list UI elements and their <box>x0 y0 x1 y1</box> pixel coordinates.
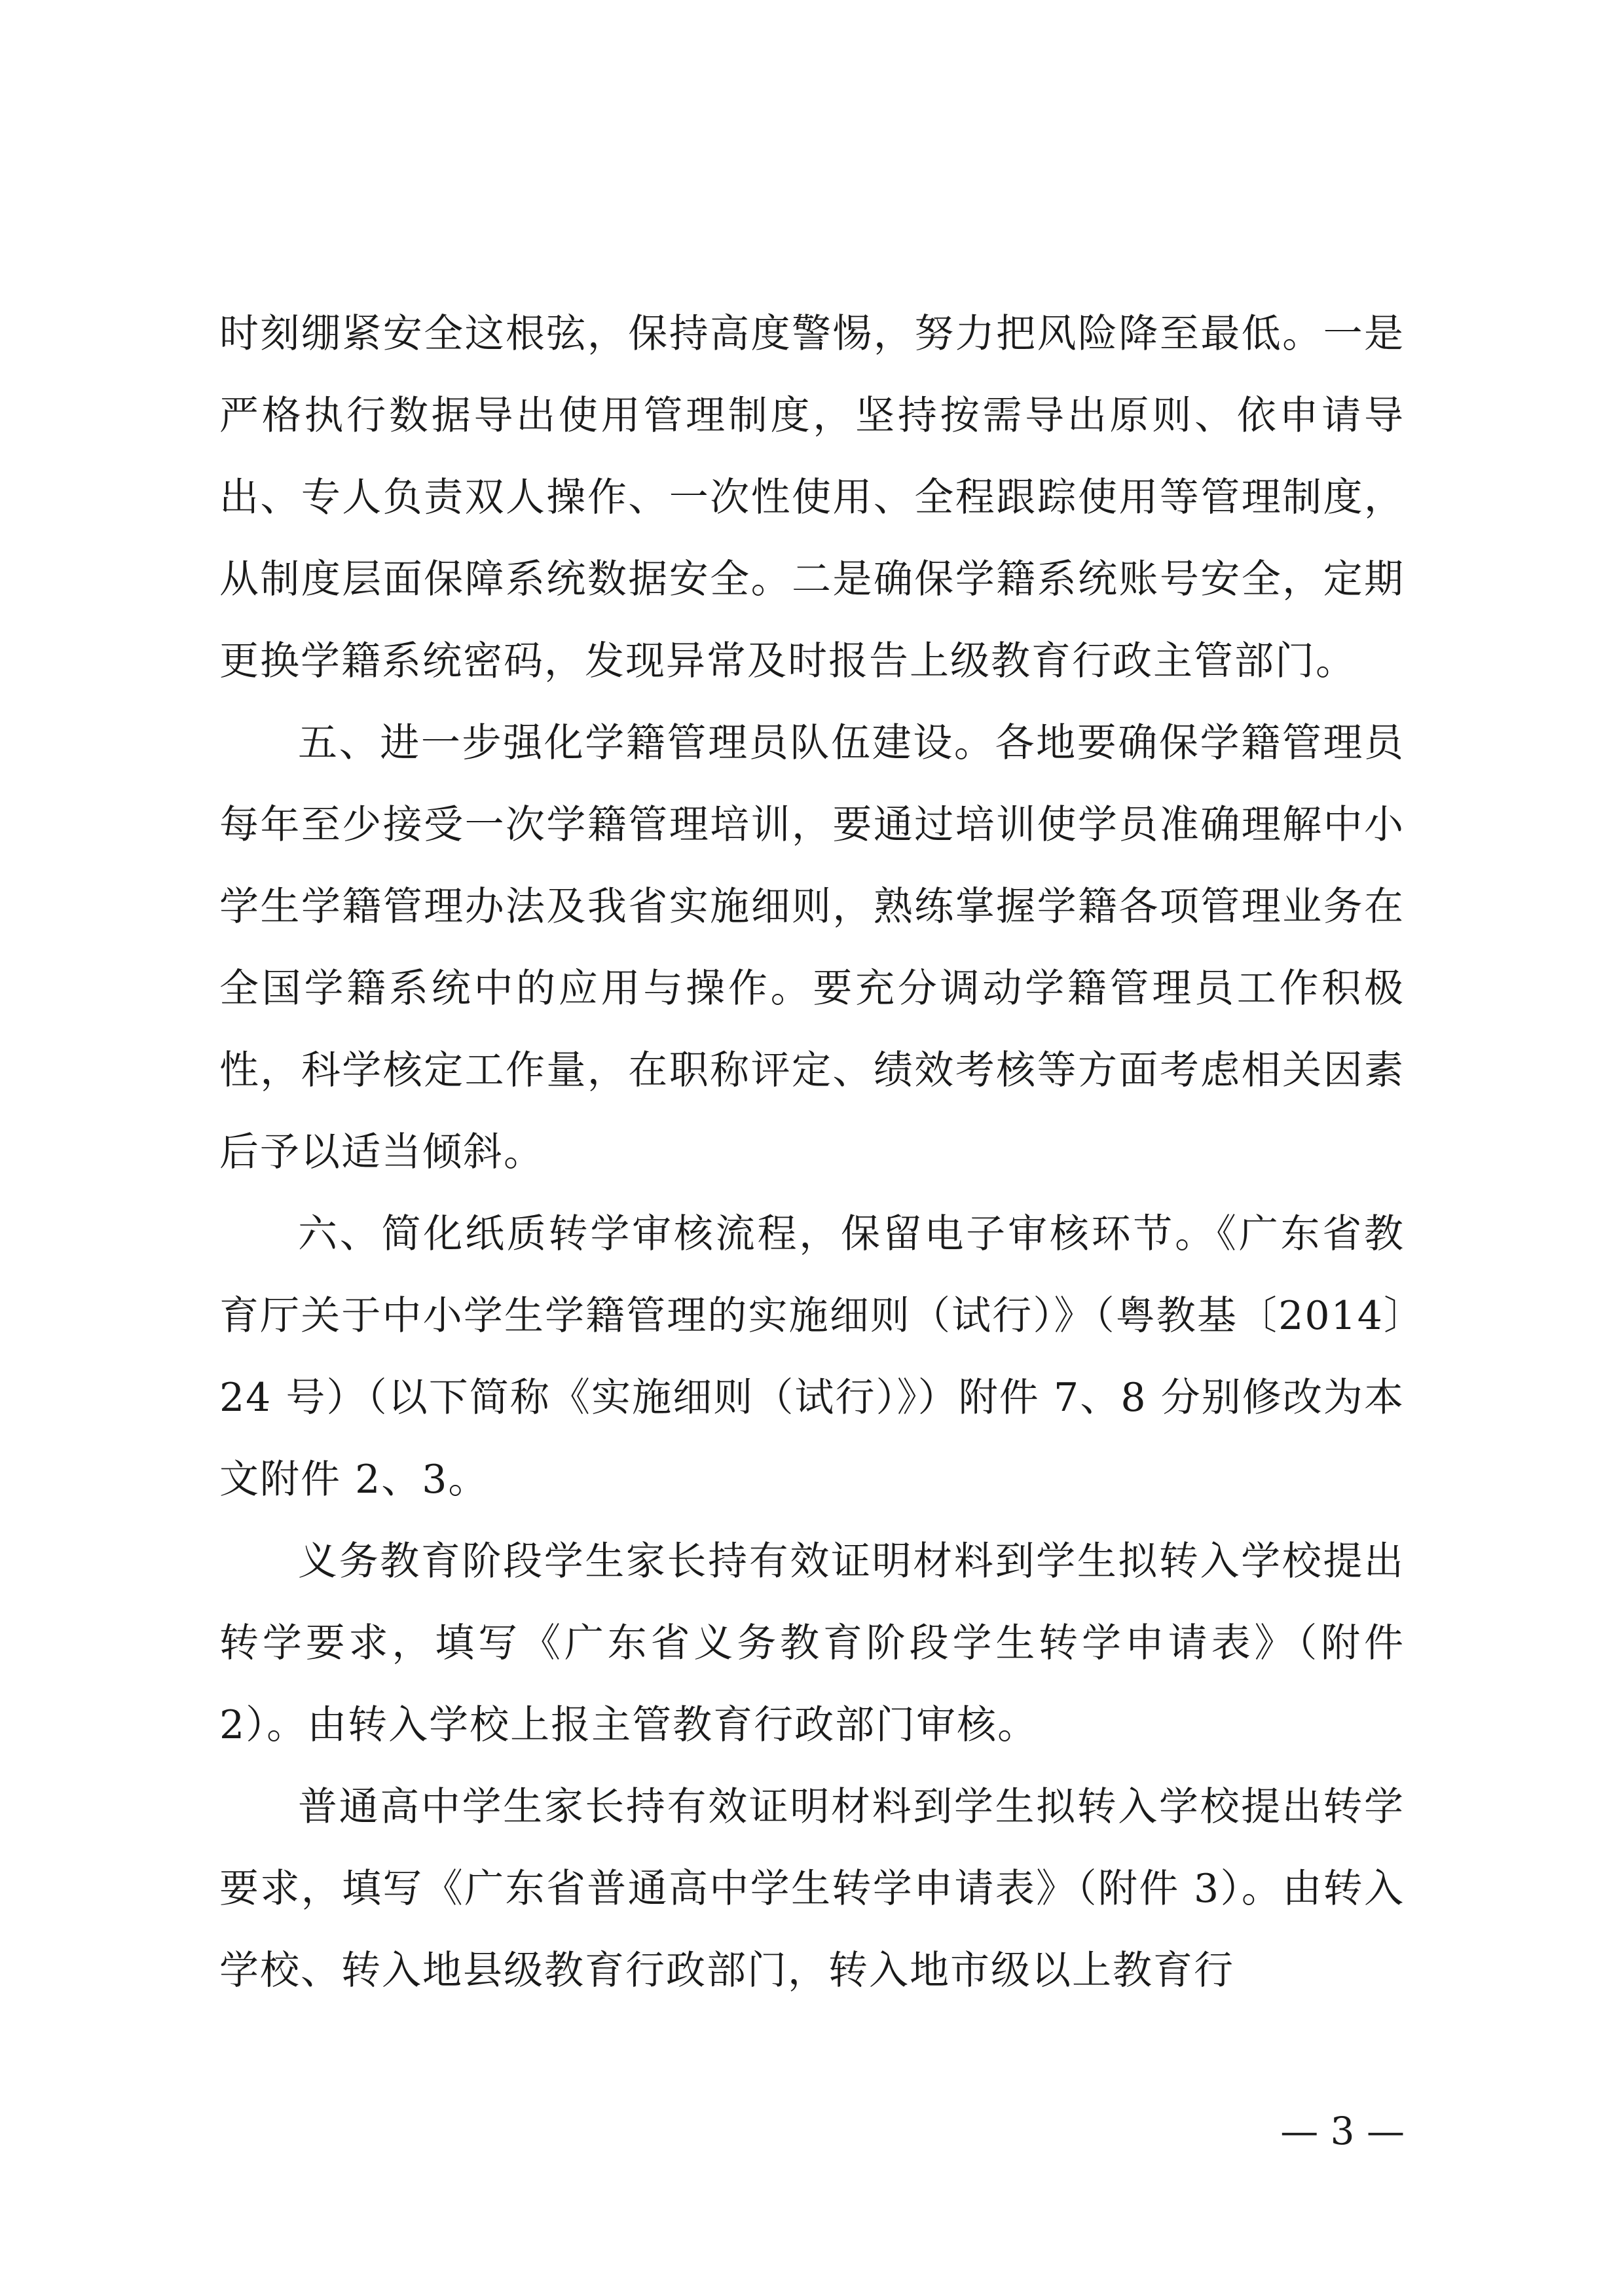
paragraph-2: 五、进一步强化学籍管理员队伍建设。各地要确保学籍管理员每年至少接受一次学籍管理培训，要通过培训使学员准确理解中小学生学籍管理办法及我省实施细则，熟练掌握学籍各项管理业务在全国学籍系统中的应用与操作。要充分调动学籍管理员工作积极性，科学核定工作量，在职称评定、绩效考核等方面考虑相关因素后予以适当倾斜。 <box>219 720 1405 1175</box>
paragraph-3: 六、简化纸质转学审核流程，保留电子审核环节。《广东省教育厅关于中小学生学籍管理的实施细则（试行）》（粤教基〔2014〕24 号）（以下简称《实施细则（试行）》）附件 7、8 分别修改为本文附件 2、3。 <box>219 1211 1405 1503</box>
page-number: — 3 — <box>1280 2109 1405 2153</box>
document-body <box>219 293 1405 2012</box>
paragraph-1: 时刻绷紧安全这根弦，保持高度警惕，努力把风险降至最低。一是严格执行数据导出使用管理制度，坚持按需导出原则、依申请导出、专人负责双人操作、一次性使用、全程跟踪使用等管理制度，从制度层面保障系统数据安全。二是确保学籍系统账号安全，定期更换学籍系统密码，发现异常及时报告上级教育行政主管部门。 <box>219 311 1405 684</box>
paragraph-5: 普通高中学生家长持有效证明材料到学生拟转入学校提出转学要求，填写《广东省普通高中学生转学申请表》（附件 3）。由转入学校、转入地县级教育行政部门，转入地市级以上教育行 <box>219 1784 1405 1994</box>
paragraph-4: 义务教育阶段学生家长持有效证明材料到学生拟转入学校提出转学要求，填写《广东省义务教育阶段学生转学申请表》（附件 2）。由转入学校上报主管教育行政部门审核。 <box>219 1539 1405 1748</box>
